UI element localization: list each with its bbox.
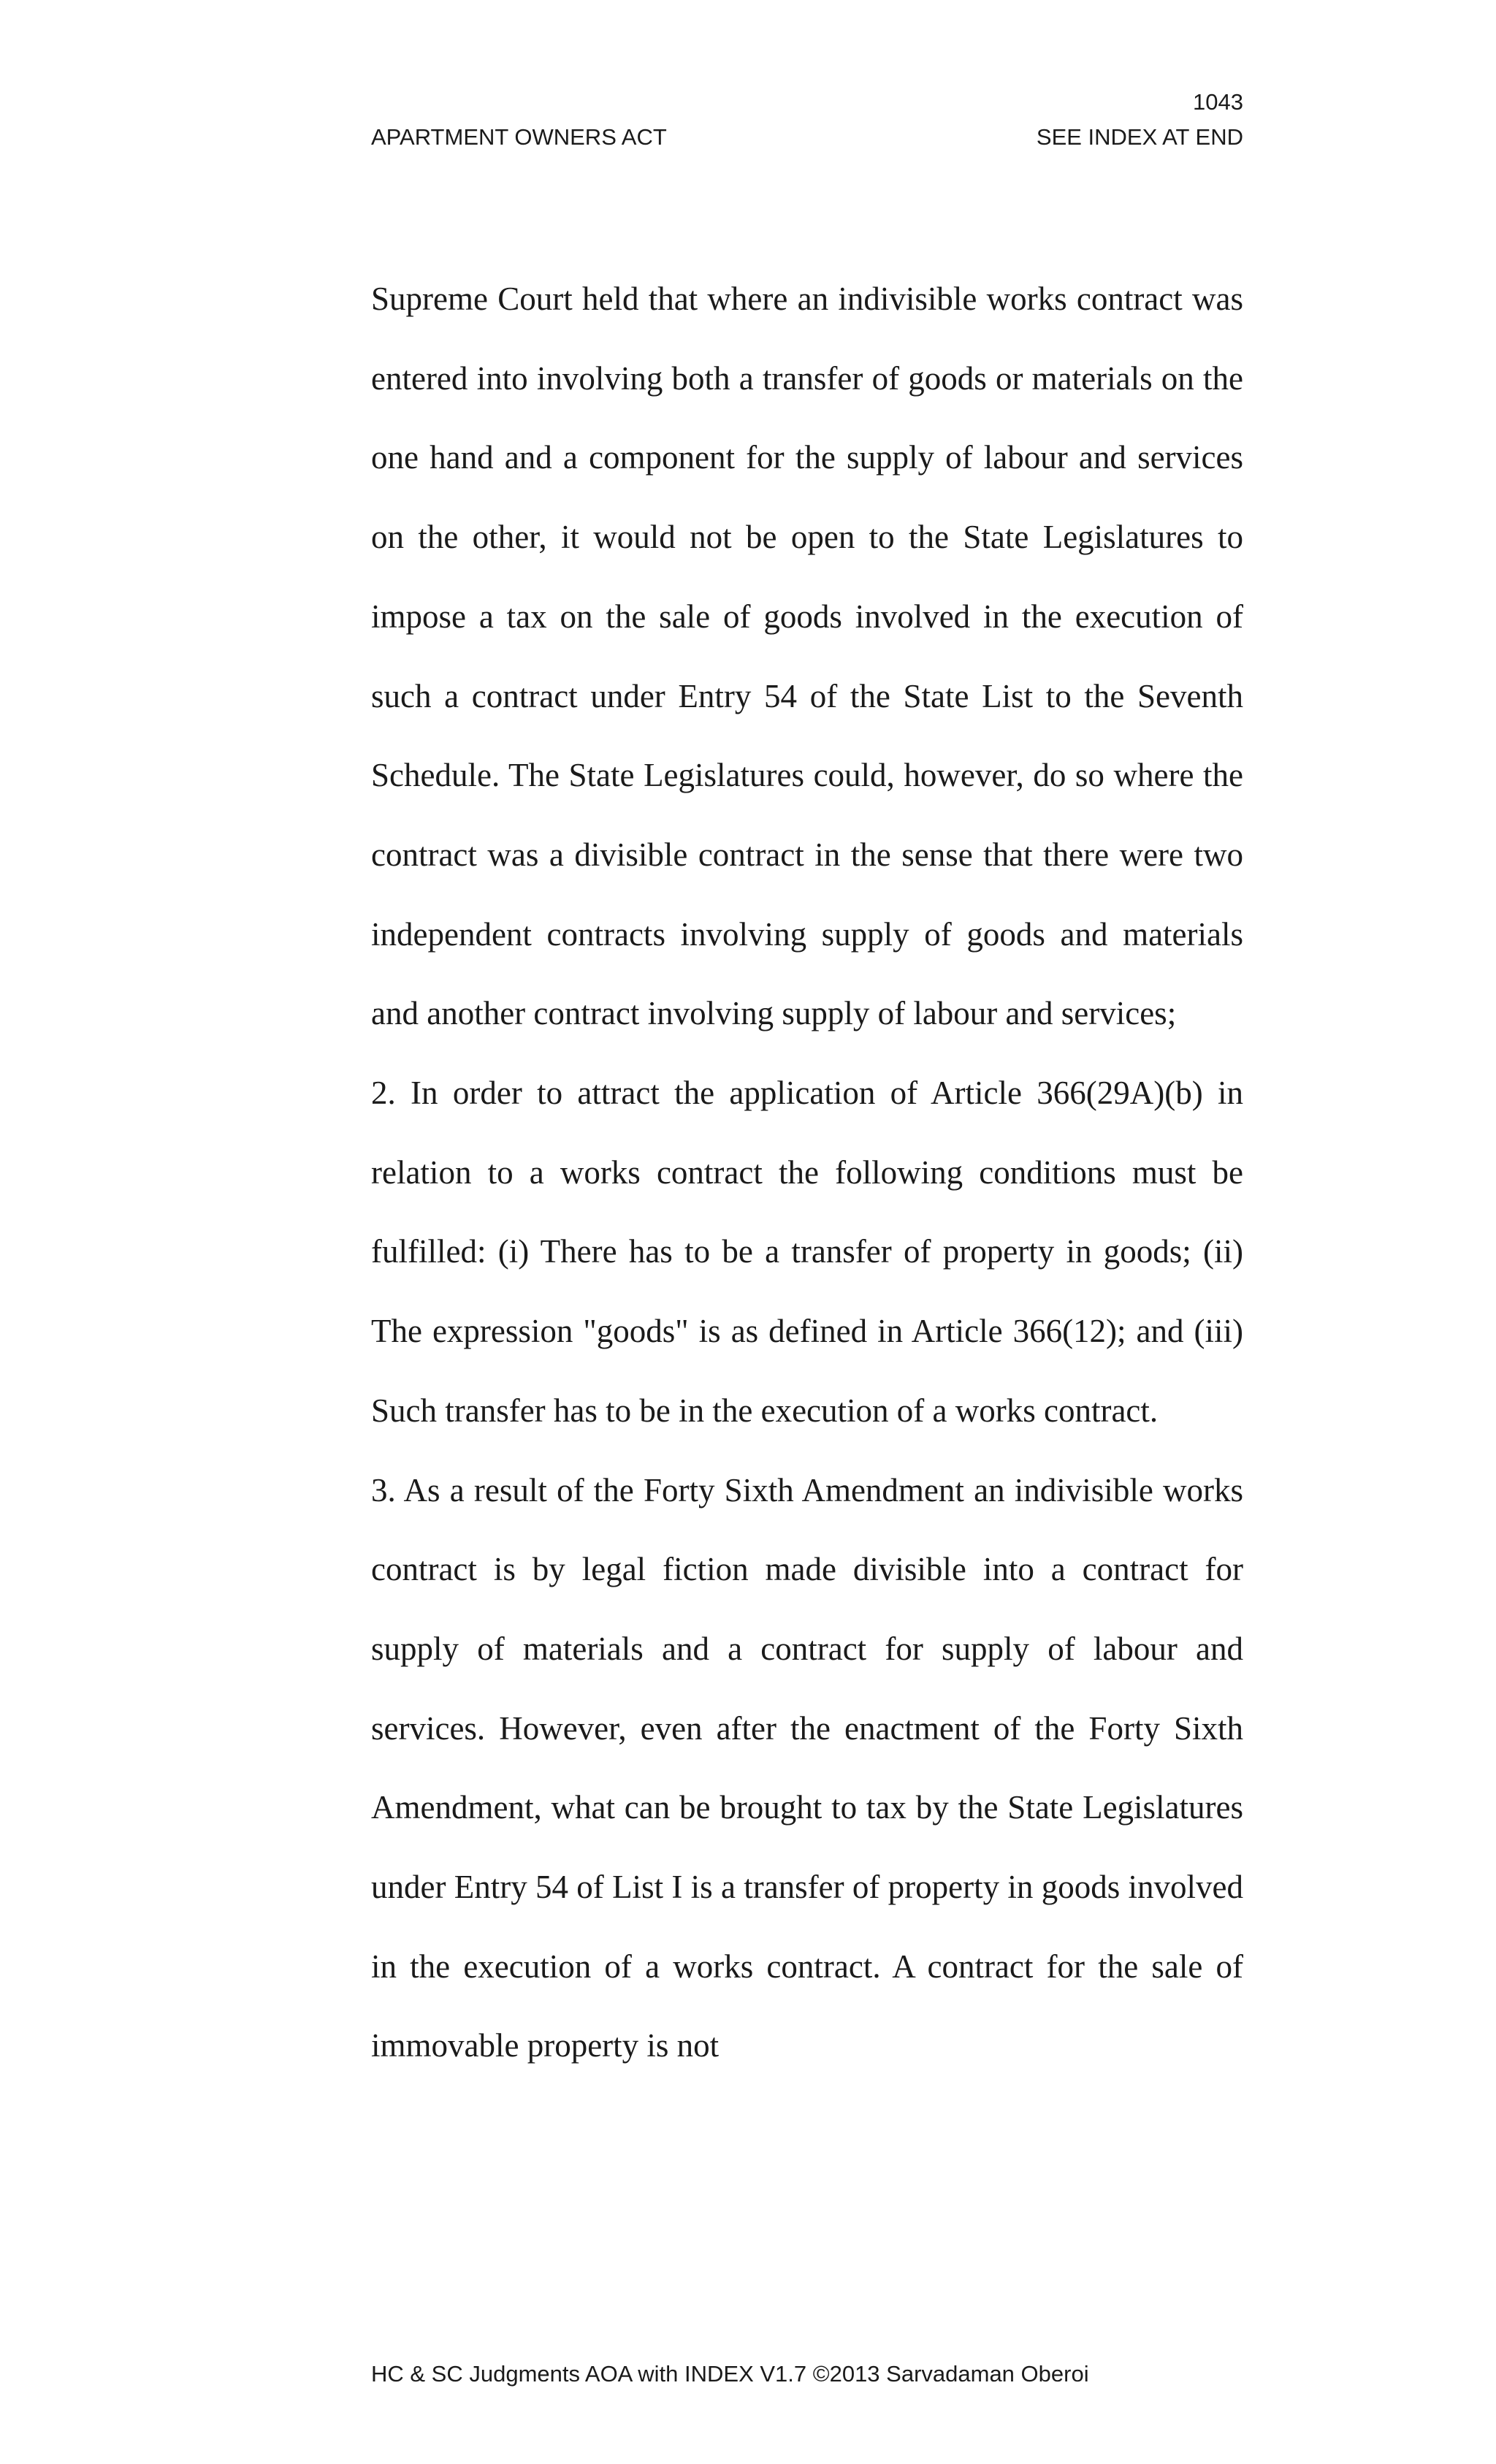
header-act-title: APARTMENT OWNERS ACT: [371, 124, 667, 150]
page-footer: HC & SC Judgments AOA with INDEX V1.7 ©2013 Sarvadaman Oberoi: [371, 2361, 1089, 2387]
paragraph-continuation: Supreme Court held that where an indivisible works contract was entered into involving both a transfer of goods or materials on the one hand and a component for the supply of labour and services on the other, it would not be open to the State Legislatures to impose a tax on the sale of goods involved in the execution of such a contract under Entry 54 of the State List to the Seventh Schedule. The State Legislatures could, however, do so where the contract was a divisible contract in the sense that there were two independent contracts involving supply of goods and materials and another contract involving supply of labour and services;: [371, 281, 1243, 1032]
judgment-text: [371, 259, 1243, 2086]
page-number: 1043: [1193, 89, 1243, 115]
header-index-note: SEE INDEX AT END: [1036, 124, 1243, 150]
running-header: [371, 123, 1243, 152]
paragraph-point-3: 3. As a result of the Forty Sixth Amendment an indivisible works contract is by legal fiction made divisible into a contract for supply of materials and a contract for supply of labour and services. However, even after the enactment of the Forty Sixth Amendment, what can be brought to tax by the State Legislatures under Entry 54 of List I is a transfer of property in goods involved in the execution of a works contract. A contract for the sale of immovable property is not: [371, 1471, 1243, 2064]
paragraph-point-2: 2. In order to attract the application of Article 366(29A)(b) in relation to a works contract the following conditions must be fulfilled: (i) There has to be a transfer of property in goods; (ii) The expression "goods" is as defined in Article 366(12); and (iii) Such transfer has to be in the execution of a works contract.: [371, 1075, 1243, 1429]
